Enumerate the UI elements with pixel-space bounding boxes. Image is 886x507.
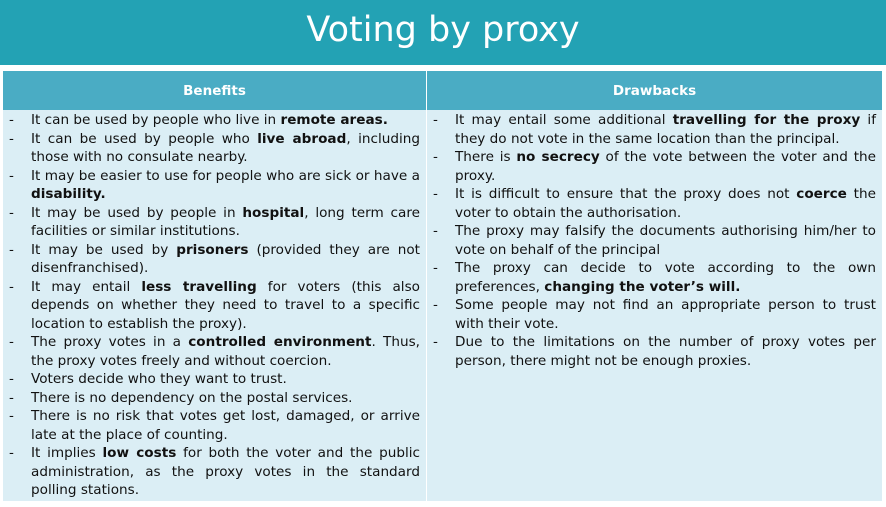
bullet-dash-icon: - (9, 334, 14, 350)
benefit-item: - It may be used by people in hospital, long term care facilities or similar institutions. (9, 204, 420, 239)
benefits-cell (3, 110, 427, 501)
header-drawbacks: Drawbacks (427, 71, 882, 110)
bullet-dash-icon: - (9, 112, 14, 128)
emphasis-text: live abroad (257, 130, 347, 147)
title-banner (0, 0, 886, 65)
benefits-drawbacks-table (3, 71, 882, 501)
emphasis-text: controlled environment (188, 334, 372, 350)
benefit-item: - Voters decide who they want to trust. (9, 371, 287, 387)
emphasis-text: coerce (796, 186, 847, 202)
emphasis-text: prisoners (176, 241, 249, 258)
bullet-dash-icon: - (433, 260, 438, 276)
bullet-dash-icon: - (9, 130, 14, 147)
benefits-list (9, 111, 420, 500)
bullet-dash-icon: - (433, 149, 438, 165)
benefit-item: - There is no dependency on the postal services. (9, 389, 353, 406)
emphasis-text: travelling for the proxy (672, 112, 861, 128)
bullet-dash-icon: - (9, 389, 14, 406)
drawback-item: - Due to the limitations on the number of proxy votes per person, there might not be enough proxies. (433, 334, 876, 369)
bullet-dash-icon: - (433, 186, 438, 202)
emphasis-text: less travelling (141, 278, 257, 295)
benefit-item: - There is no risk that votes get lost, damaged, or arrive late at the place of counting. (9, 408, 420, 443)
emphasis-text: changing the voter’s will. (544, 278, 741, 295)
benefit-item: - It may be easier to use for people who are sick or have a disability. (9, 167, 420, 202)
bullet-dash-icon: - (9, 408, 14, 424)
header-benefits: Benefits (3, 71, 427, 110)
drawback-item: - The proxy may falsify the documents authorising him/her to vote on behalf of the principal (433, 223, 876, 258)
bullet-dash-icon: - (433, 334, 438, 350)
bullet-dash-icon: - (9, 241, 14, 258)
benefit-item: - The proxy votes in a controlled environment. Thus, the proxy votes freely and without coercion. (9, 334, 420, 369)
benefit-item: - It may entail less travelling for voters (this also depends on whether they need to travel to a specific location to establish the proxy). (9, 278, 420, 332)
drawbacks-list (433, 111, 876, 370)
benefit-item: - It may be used by prisoners (provided they are not disenfranchised). (9, 241, 420, 276)
page-title: Voting by proxy (306, 9, 580, 50)
emphasis-text: disability. (31, 186, 106, 202)
bullet-dash-icon: - (9, 167, 14, 184)
benefit-item: - It can be used by people who live abroad, including those with no consulate nearby. (9, 130, 420, 165)
emphasis-text: hospital (242, 204, 305, 221)
bullet-dash-icon: - (433, 297, 438, 313)
emphasis-text: no secrecy (516, 149, 600, 165)
drawbacks-cell (427, 110, 882, 501)
bullet-dash-icon: - (9, 204, 14, 221)
emphasis-text: low costs (102, 445, 177, 461)
bullet-dash-icon: - (9, 445, 14, 461)
benefit-item: - It implies low costs for both the voter and the public administration, as the proxy votes in the standard polling stations. (9, 445, 420, 498)
bullet-dash-icon: - (433, 223, 438, 239)
drawback-item: - There is no secrecy of the vote between the voter and the proxy. (433, 149, 877, 184)
bullet-dash-icon: - (433, 112, 438, 128)
drawback-item: - It is difficult to ensure that the proxy does not coerce the voter to obtain the authorisation. (433, 186, 876, 221)
emphasis-text: remote areas. (280, 112, 388, 128)
bullet-dash-icon: - (9, 371, 14, 387)
drawback-item: - The proxy can decide to vote according to the own preferences, changing the voter’s will. (433, 260, 876, 295)
drawback-item: - It may entail some additional travelling for the proxy if they do not vote in the same location than the principal. (433, 112, 876, 147)
drawback-item: - Some people may not find an appropriate person to trust with their vote. (433, 297, 876, 332)
benefit-item: - It can be used by people who live in remote areas. (9, 112, 388, 128)
bullet-dash-icon: - (9, 278, 14, 295)
